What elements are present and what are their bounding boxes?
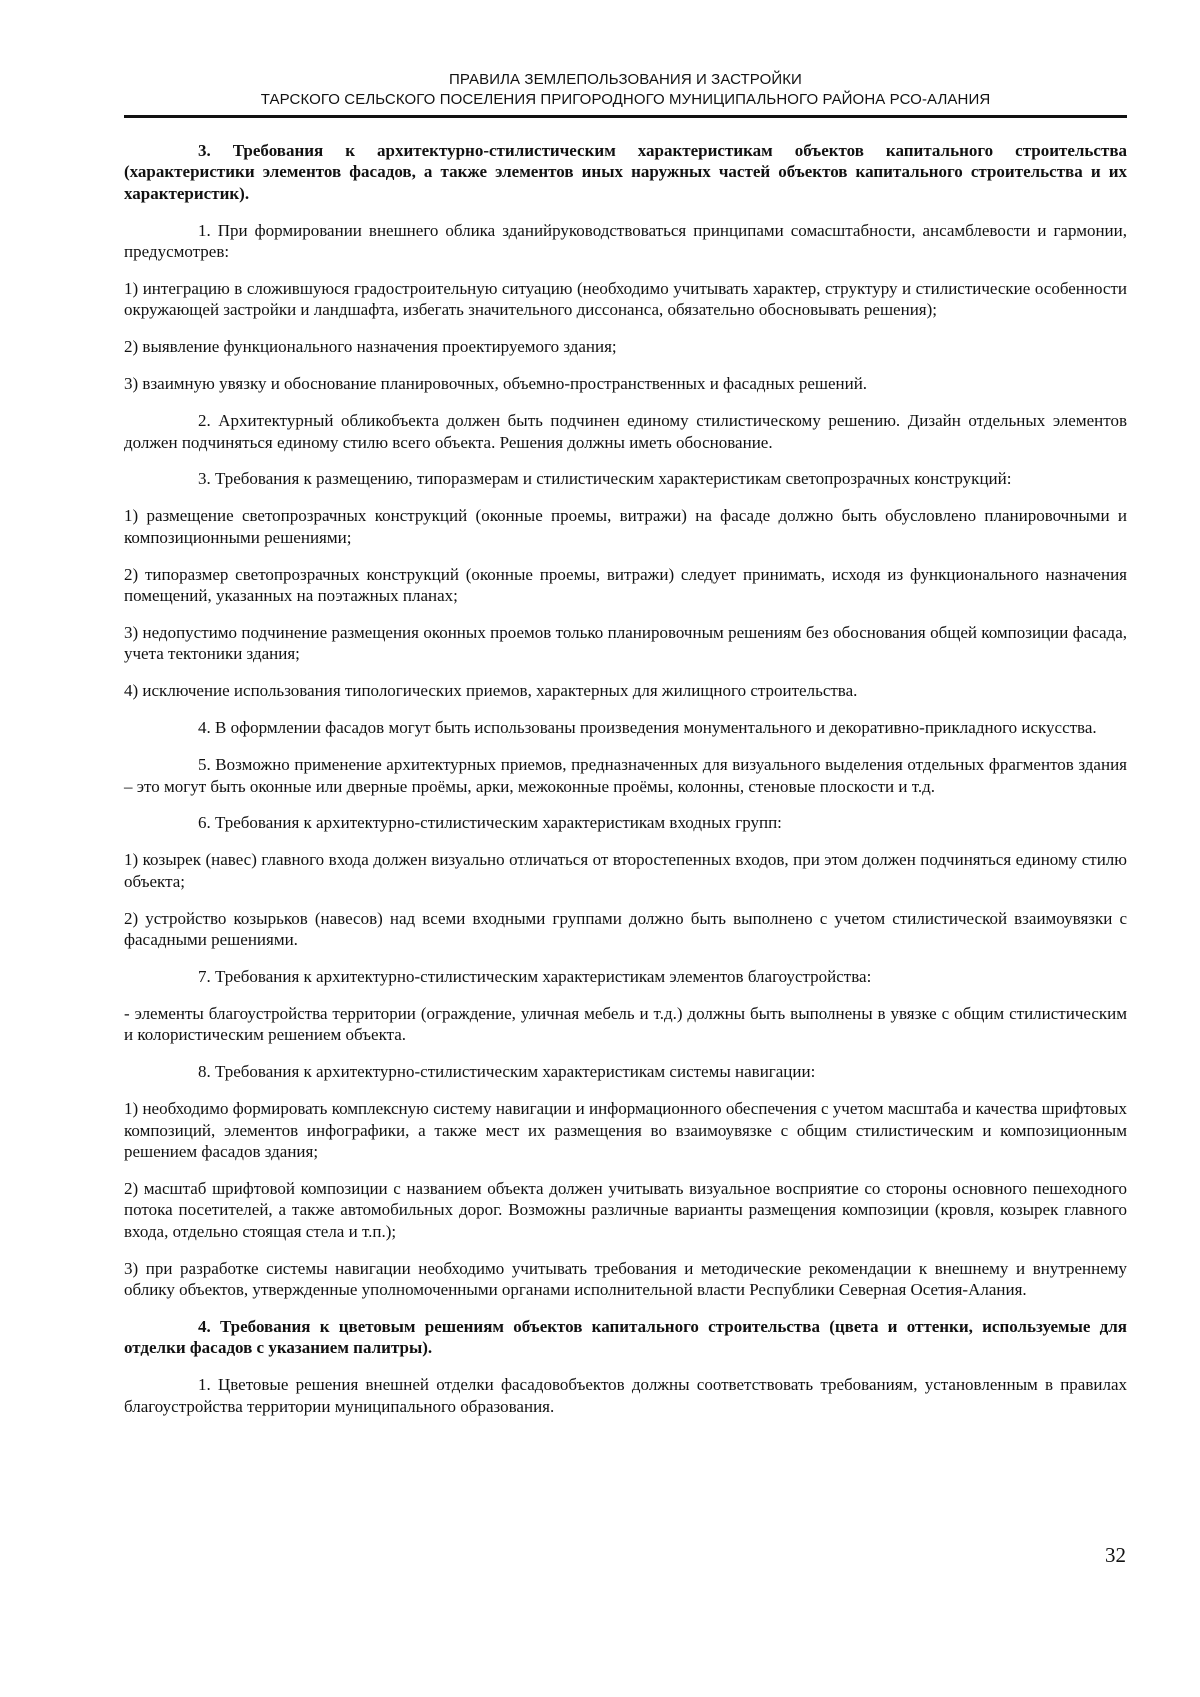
paragraph: 4. В оформлении фасадов могут быть использованы произведения монументального и декоративно-прикладного искусства. — [198, 718, 1097, 738]
list-item: 2) выявление функционального назначения проектируемого здания; — [124, 337, 617, 357]
running-header — [124, 70, 1127, 110]
list-item: 3) взаимную увязку и обоснование планировочных, объемно-пространственных и фасадных решений. — [124, 374, 868, 394]
list-item: - элементы благоустройства территории (ограждение, уличная мебель и т.д.) должны быть выполнены в увязке с общим стилистическим и колористическим решением объекта. — [124, 1003, 1127, 1045]
list-item: 1) необходимо формировать комплексную систему навигации и информационного обеспечения с учетом масштаба и качества шрифтовых композиций, элементов инфографики, а также мест их размещения во взаимоувязке с общим стилистическим и композиционным решением фасадов здания; — [124, 1099, 1127, 1161]
list-item: 2) устройство козырьков (навесов) над всеми входными группами должно быть выполнено с учетом стилистической взаимоувязки с фасадными решениями. — [124, 908, 1127, 950]
header-divider — [124, 115, 1127, 118]
paragraph: 1. При формировании внешнего облика зданийруководствоваться принципами сомасштабности, ансамблевости и гармонии, предусмотрев: — [124, 220, 1127, 262]
list-item: 1) козырек (навес) главного входа должен визуально отличаться от второстепенных входов, при этом должен подчиняться единому стилю объекта; — [124, 850, 1127, 891]
paragraph: 7. Требования к архитектурно-стилистическим характеристикам элементов благоустройства: — [198, 966, 872, 986]
paragraph: 5. Возможно применение архитектурных приемов, предназначенных для визуального выделения отдельных фрагментов здания – это могут быть оконные или дверные проёмы, арки, межоконные проёмы, колонны, стеновые плоскости и т.д. — [124, 755, 1127, 796]
paragraph: 6. Требования к архитектурно-стилистическим характеристикам входных групп: — [198, 813, 782, 833]
list-item: 3) при разработке системы навигации необходимо учитывать требования и методические рекомендации к внешнему и внутреннему облику объектов, утвержденные уполномоченными органами исполнительной власти Республики Северная Осетия-Алания. — [124, 1258, 1127, 1299]
paragraph: 1. Цветовые решения внешней отделки фасадовобъектов должны соответствовать требованиям, установленным в правилах благоустройства территории муниципального образования. — [124, 1375, 1127, 1416]
header-line-2: ТАРСКОГО СЕЛЬСКОГО ПОСЕЛЕНИЯ ПРИГОРОДНОГО МУНИЦИПАЛЬНОГО РАЙОНА РСО-АЛАНИЯ — [260, 91, 991, 108]
section-heading-3: 3. Требования к архитектурно-стилистическим характеристикам объектов капитального строительства (характеристики элементов фасадов, а также элементов иных наружных частей объектов капитального строительства и их характеристик). — [124, 141, 1127, 203]
header-line-1: ПРАВИЛА ЗЕМЛЕПОЛЬЗОВАНИЯ И ЗАСТРОЙКИ — [449, 71, 802, 88]
page-number: 32 — [1105, 1543, 1126, 1567]
paragraph: 2. Архитектурный обликобъекта должен быть подчинен единому стилистическому решению. Дизайн отдельных элементов должен подчиняться единому стилю всего объекта. Решения должны иметь обоснование. — [124, 411, 1127, 452]
paragraph: 3. Требования к размещению, типоразмерам и стилистическим характеристикам светопрозрачных конструкций: — [198, 469, 1012, 489]
paragraph: 8. Требования к архитектурно-стилистическим характеристикам системы навигации: — [198, 1062, 816, 1082]
list-item: 1) размещение светопрозрачных конструкций (оконные проемы, витражи) на фасаде должно быть обусловлено планировочными и композиционными решениями; — [124, 506, 1127, 547]
list-item: 4) исключение использования типологических приемов, характерных для жилищного строительства. — [124, 681, 858, 701]
list-item: 1) интеграцию в сложившуюся градостроительную ситуацию (необходимо учитывать характер, структуру и стилистические особенности окружающей застройки и ландшафта, избегать значительного диссонанса, обязательно обосновывать решения); — [124, 279, 1127, 320]
section-heading-4: 4. Требования к цветовым решениям объектов капитального строительства (цвета и оттенки, используемые для отделки фасадов с указанием палитры). — [124, 1316, 1127, 1358]
list-item: 2) типоразмер светопрозрачных конструкций (оконные проемы, витражи) следует принимать, исходя из функционального назначения помещений, указанных на поэтажных планах; — [124, 564, 1127, 606]
list-item: 3) недопустимо подчинение размещения оконных проемов только планировочным решениям без обоснования общей композиции фасада, учета тектоники здания; — [124, 623, 1127, 664]
document-body — [124, 140, 1127, 1432]
list-item: 2) масштаб шрифтовой композиции с названием объекта должен учитывать визуальное восприятие со стороны основного пешеходного потока посетителей, а также автомобильных дорог. Возможны различные варианты размещения композиции (кровля, козырек главного входа, отдельно стоящая стела и т.п.); — [124, 1178, 1127, 1241]
